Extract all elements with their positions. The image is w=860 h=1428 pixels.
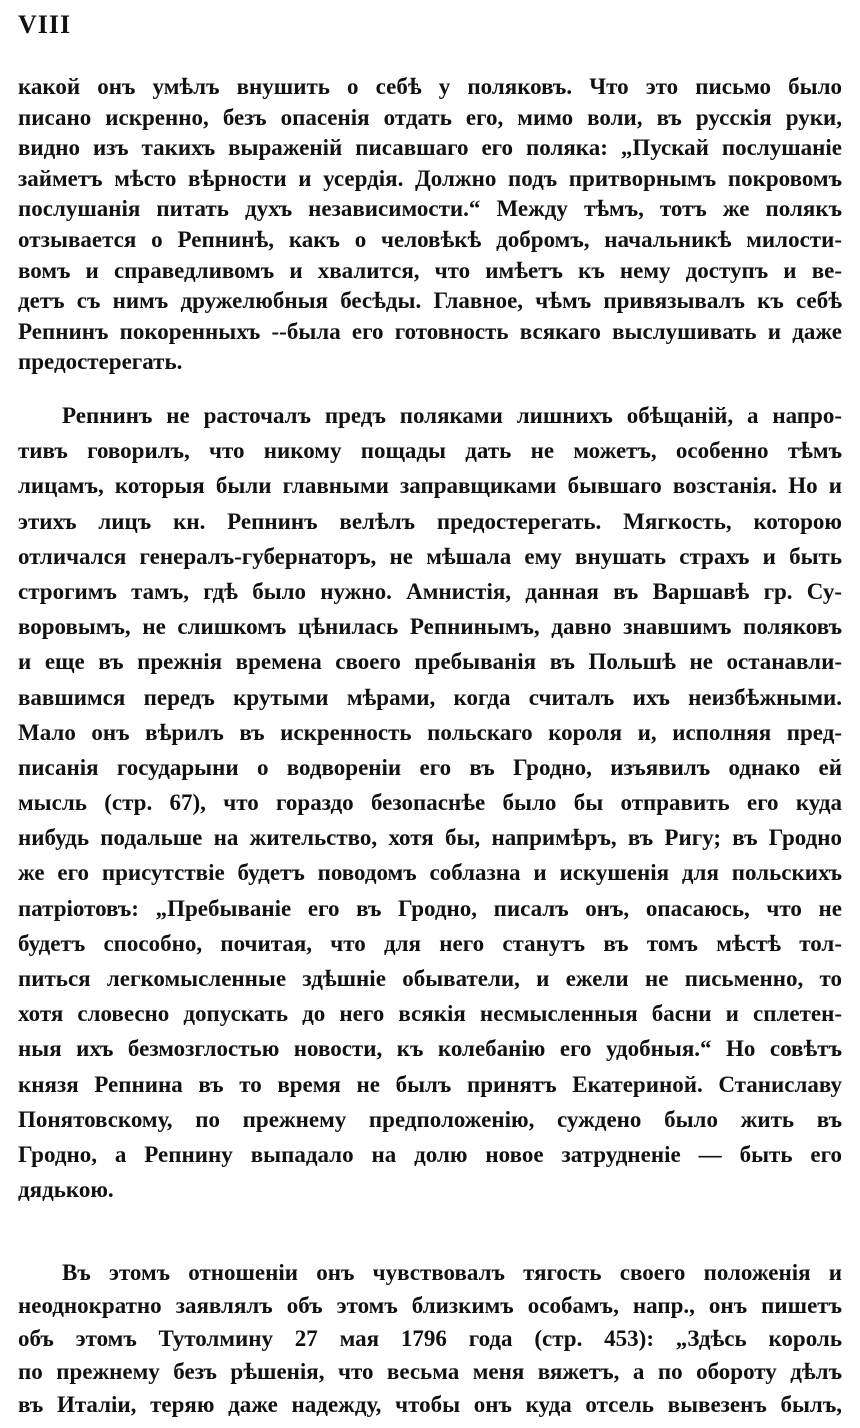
text-line: детъ съ нимъ дружелюбныя бесѣды. Главное, чѣмъ привязывалъ къ себѣ <box>18 288 842 314</box>
text-line: этихъ лицъ кн. Репнинъ велѣлъ предостерегать. Мягкость, которою <box>18 508 842 534</box>
text-line: отзывается о Репнинѣ, какъ о человѣкѣ добромъ, начальникѣ милости- <box>18 226 842 252</box>
text-line: же его присутствіе будетъ поводомъ соблазна и искушенія для польскихъ <box>18 860 842 886</box>
text-line: строгимъ тамъ, гдѣ было нужно. Амнистія, данная въ Варшавѣ гр. Су- <box>18 578 842 604</box>
text-line: вавшимся передъ крутыми мѣрами, когда считалъ ихъ неизбѣжными. <box>18 684 842 710</box>
text-line: Мало онъ вѣрилъ въ искренность польскаго короля и, исполняя пред- <box>18 719 842 745</box>
text-line: хотя словесно допускать до него всякія несмысленныя басни и сплетен- <box>18 1001 842 1027</box>
text-line: дядькою. <box>18 1177 114 1203</box>
text-line: отличался генералъ-губернаторъ, не мѣшала ему внушать страхъ и быть <box>18 543 842 569</box>
text-line: тивъ говорилъ, что никому пощады дать не можетъ, особенно тѣмъ <box>18 438 842 464</box>
text-line: лицамъ, которыя были главными заправщиками бывшаго возстанія. Но и <box>18 473 842 499</box>
text-line: въ Италіи, теряю даже надежду, чтобы онъ куда отсель вывезенъ былъ, <box>18 1392 842 1417</box>
text-line: по прежнему безъ рѣшенія, что весьма меня вяжетъ, а по обороту дѣлъ <box>18 1359 842 1384</box>
text-line: питься легкомысленные здѣшніе обыватели, и ежели не письменно, то <box>18 966 842 991</box>
paragraph-1 <box>18 72 842 378</box>
text-line: Репнинъ не расточалъ предъ поляками лишнихъ обѣщаній, а напро- <box>62 403 842 428</box>
text-line: мысль (стр. 67), что гораздо безопаснѣе было бы отправить его куда <box>18 790 842 816</box>
text-line: объ этомъ Тутолмину 27 мая 1796 года (стр. 453): „Здѣсь король <box>18 1326 842 1351</box>
text-line: предостерегать. <box>18 349 183 375</box>
paragraph-3 <box>18 1256 842 1421</box>
text-line: князя Репнина въ то время не былъ принятъ Екатериной. Станиславу <box>18 1071 842 1097</box>
text-line: писанія государыни о водвореніи его въ Гродно, изъявилъ однако ей <box>18 754 842 780</box>
text-line: видно изъ такихъ выраженій писавшаго его поляка: „Пускай послушаніе <box>18 135 842 161</box>
text-line: нибудь подальше на жительство, хотя бы, напримѣръ, въ Ригу; въ Гродно <box>18 825 842 851</box>
text-line: ныя ихъ безмозглостью новости, къ колебанію его удобныя.“ Но совѣтъ <box>18 1036 842 1062</box>
text-line: неоднократно заявлялъ объ этомъ близкимъ особамъ, напр., онъ пишетъ <box>18 1293 842 1318</box>
text-line: Въ этомъ отношеніи онъ чувствовалъ тягость своего положенія и <box>62 1260 842 1285</box>
text-line: Понятовскому, по прежнему предположенію, суждено было жить въ <box>18 1106 842 1132</box>
text-line: какой онъ умѣлъ внушить о себѣ у поляковъ. Что это письмо было <box>18 74 842 99</box>
text-line: вомъ и справедливомъ и хвалится, что имѣетъ къ нему доступъ и ве- <box>18 257 842 283</box>
text-line: послушанія питать духъ независимости.“ Между тѣмъ, тотъ же полякъ <box>18 196 842 222</box>
text-line: писано искренно, безъ опасенія отдать его, мимо воли, въ русскія руки, <box>18 104 842 130</box>
text-line: и еще въ прежнія времена своего пребыванія въ Польшѣ не останавли- <box>18 649 842 675</box>
text-line: Гродно, а Репнину выпадало на долю новое затрудненіе — быть его <box>18 1141 842 1167</box>
page-number: VIII <box>18 10 72 39</box>
text-line: займетъ мѣсто вѣрности и усердія. Должно подъ притворнымъ покровомъ <box>18 165 842 191</box>
text-line: будетъ способно, почитая, что для него станутъ въ томъ мѣстѣ тол- <box>18 930 842 956</box>
paragraph-2 <box>18 398 842 1207</box>
text-line: воровымъ, не слишкомъ цѣнилась Репнинымъ, давно знавшимъ поляковъ <box>18 614 842 640</box>
text-line: Репнинъ покоренныхъ --была его готовность всякаго выслушивать и даже <box>18 318 842 344</box>
text-line: патріотовъ: „Пребываніе его въ Гродно, писалъ онъ, опасаюсь, что не <box>18 895 842 921</box>
